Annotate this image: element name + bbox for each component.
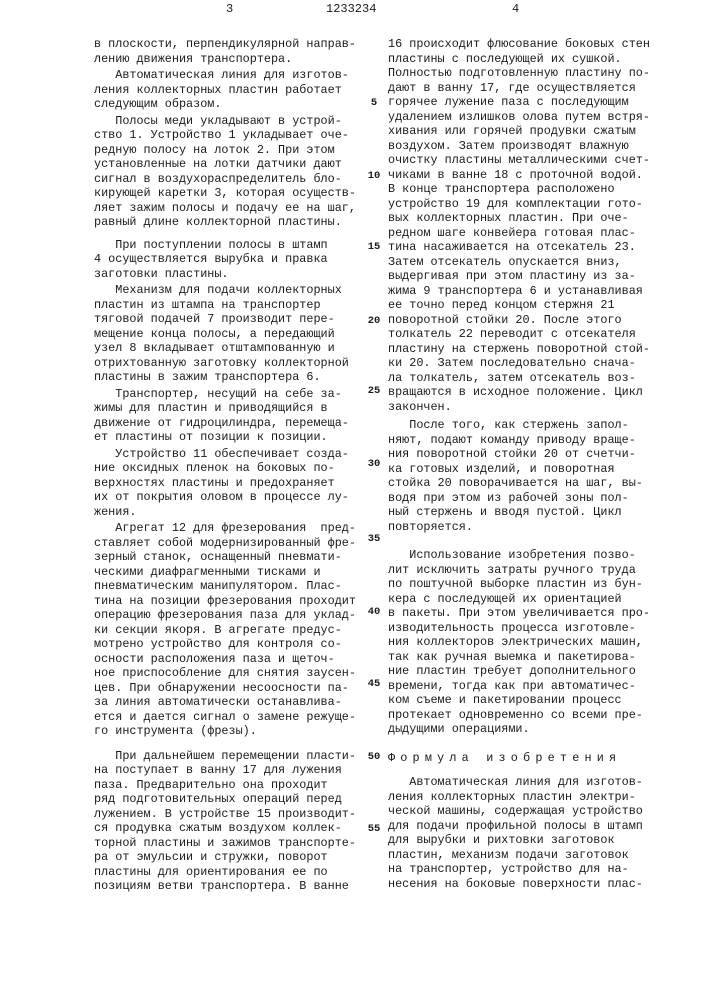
text-line: очистку пластины металлическими счет- [388, 153, 656, 168]
text-line: Формула изобретения [388, 751, 656, 766]
text-line: редном шаге конвейера готовая плас- [388, 226, 656, 241]
text-line: ки 20. Затем последовательно снача- [388, 356, 656, 371]
text-line: установленные на лотки датчики дают [94, 157, 362, 172]
line-number: 55 [365, 823, 383, 835]
text-line: ния поворотной стойки 20 от счетчи- [388, 447, 656, 462]
text-line: ет пластины от позиции к позиции. [94, 430, 362, 445]
paragraph [388, 775, 656, 891]
text-line: движение от гидроцилиндра, перемеща- [94, 416, 362, 431]
text-line: вых коллекторных пластин. При оче- [388, 211, 656, 226]
text-line: ный стержень и вводя пустой. Цикл [388, 505, 656, 520]
text-line: так как ручная выемка и пакетирова- [388, 650, 656, 665]
text-line: Полностью подготовленную пластину по- [388, 66, 656, 81]
text-line: удалением излишков олова путем встря- [388, 110, 656, 125]
text-line: тина насаживается на отсекатель 23. [388, 240, 656, 255]
text-line: узел 8 вкладывает отштампованную и [94, 341, 362, 356]
text-line: цев. При обнаружении несоосности па- [94, 681, 362, 696]
text-line: пластины с последующей их сушкой. [388, 52, 656, 67]
text-line: отрихтованную заготовку коллекторной [94, 356, 362, 371]
text-line: в плоскости, перпендикулярной направ- [94, 37, 362, 52]
line-number: 15 [365, 241, 383, 253]
text-line: на поступает в ванну 17 для лужения [94, 763, 362, 778]
text-line: устройство 19 для комплектации гото- [388, 197, 656, 212]
line-number: 10 [365, 170, 383, 182]
text-line: ния коллекторов электрических машин, [388, 635, 656, 650]
text-line: Автоматическая линия для изготов- [388, 775, 656, 790]
paragraph [94, 521, 362, 739]
page-number-left: 3 [226, 2, 233, 16]
paragraph [94, 447, 362, 520]
text-line: пластин из штампа на транспортер [94, 298, 362, 313]
text-line: В конце транспортера расположено [388, 182, 656, 197]
text-line: вращаются в исходное положение. Цикл [388, 385, 656, 400]
text-line: горячее лужение паза с последующим [388, 95, 656, 110]
text-line: ставляет собой модернизированный фре- [94, 536, 362, 551]
paragraph [388, 548, 656, 737]
text-line: операцию фрезерования паза для уклад- [94, 608, 362, 623]
text-line: толкатель 22 переводит с отсекателя [388, 327, 656, 342]
text-line: ка готовых изделий, и поворотная [388, 462, 656, 477]
line-number: 5 [365, 97, 383, 109]
paragraph [94, 283, 362, 385]
text-line: несения на боковые поверхности плас- [388, 877, 656, 892]
text-line: за линия автоматически останавлива- [94, 695, 362, 710]
text-line: ления коллекторных пластин работает [94, 83, 362, 98]
paragraph [388, 418, 656, 534]
line-number: 35 [365, 533, 383, 545]
text-line: ное приспособление для снятия заусен- [94, 666, 362, 681]
text-line: Транспортер, несущий на себе за- [94, 387, 362, 402]
text-line: воздухом. Затем производят влажную [388, 139, 656, 154]
text-line: Затем отсекатель опускается вниз, [388, 255, 656, 270]
text-line: кирующей каретки 3, которая осуществ- [94, 186, 362, 201]
text-line: для подачи профильной полосы в штамп [388, 819, 656, 834]
text-line: по поштучной выборке пластин из бун- [388, 577, 656, 592]
text-line: изводительность процесса изготовле- [388, 621, 656, 636]
text-line: времени, тогда как при автоматичес- [388, 679, 656, 694]
text-line: лит исключить затраты ручного труда [388, 563, 656, 578]
paragraph [94, 68, 362, 112]
paragraph [94, 37, 362, 66]
section-heading-formula [388, 751, 656, 766]
text-line: закончен. [388, 400, 656, 415]
text-line: кера с последующей их ориентацией [388, 592, 656, 607]
line-number: 25 [365, 385, 383, 397]
text-line: пластин, механизм подачи заготовок [388, 848, 656, 863]
text-line: тяговой подачей 7 производит пере- [94, 312, 362, 327]
line-number: 20 [365, 315, 383, 327]
text-line: ние пластин требует дополнительного [388, 664, 656, 679]
line-number: 30 [365, 458, 383, 470]
text-line: ра от эмульсии и стружки, поворот [94, 850, 362, 865]
text-line: мотрено устройство для контроля со- [94, 637, 362, 652]
text-line: повторяется. [388, 520, 656, 535]
text-line: При поступлении полосы в штамп [94, 238, 362, 253]
text-line: на транспортер, устройство для на- [388, 862, 656, 877]
text-line: чиками в ванне 18 с проточной водой. [388, 168, 656, 183]
text-line: водя при этом из рабочей зоны пол- [388, 491, 656, 506]
text-line: верхностях пластины и предохраняет [94, 476, 362, 491]
text-line: Использование изобретения позво- [388, 548, 656, 563]
text-line: ляет зажим полосы и подачу ее на шаг, [94, 201, 362, 216]
paragraph [94, 749, 362, 894]
text-line: позициям ветви транспортера. В ванне [94, 879, 362, 894]
text-line: их от покрытия оловом в процессе лу- [94, 490, 362, 505]
text-line: При дальнейшем перемещении пласти- [94, 749, 362, 764]
text-line: паза. Предварительно она проходит [94, 778, 362, 793]
text-line: выдергивая при этом пластину из за- [388, 269, 656, 284]
paragraph [388, 37, 656, 414]
text-line: ство 1. Устройство 1 укладывает оче- [94, 128, 362, 143]
text-line: протекает одновременно со всеми пре- [388, 708, 656, 723]
text-line: лужением. В устройстве 15 производит- [94, 807, 362, 822]
text-line: жима 9 транспортера 6 и устанавливая [388, 284, 656, 299]
text-line: хивания или горячей продувки сжатым [388, 124, 656, 139]
text-line: сигнал в воздухораспределитель бло- [94, 172, 362, 187]
text-line: После того, как стержень запол- [388, 418, 656, 433]
text-line: мещение конца полосы, а передающий [94, 327, 362, 342]
text-line: поворотной стойки 20. После этого [388, 313, 656, 328]
text-line: ряд подготовительных операций перед [94, 792, 362, 807]
text-line: зерный станок, оснащенный пневмати- [94, 550, 362, 565]
text-line: пластины в зажим транспортера 6. [94, 370, 362, 385]
text-line: пневматическим манипулятором. Плас- [94, 579, 362, 594]
text-line: ления коллекторных пластин электри- [388, 790, 656, 805]
text-line: ние оксидных пленок на боковых по- [94, 461, 362, 476]
text-line: равный длине коллекторной пластины. [94, 215, 362, 230]
text-line: ческими диафрагменными тисками и [94, 565, 362, 580]
text-line: редную полосу на лоток 2. При этом [94, 143, 362, 158]
paragraph [94, 114, 362, 230]
text-line: дают в ванну 17, где осуществляется [388, 81, 656, 96]
text-line: 16 происходит флюсование боковых стен [388, 37, 656, 52]
text-line: торной пластины и зажимов транспорте- [94, 836, 362, 851]
text-line: дыдущими операциями. [388, 722, 656, 737]
text-line: ки секции якоря. В агрегате предус- [94, 623, 362, 638]
text-line: пластину на стержень поворотной стой- [388, 342, 656, 357]
text-line: Агрегат 12 для фрезерования пред- [94, 521, 362, 536]
line-number: 40 [365, 606, 383, 618]
text-line: лению движения транспортера. [94, 52, 362, 67]
text-line: няют, подают команду приводу враще- [388, 433, 656, 448]
text-line: ла толкатель, затем отсекатель воз- [388, 371, 656, 386]
text-line: стойка 20 поворачивается на шаг, вы- [388, 476, 656, 491]
text-line: Автоматическая линия для изготов- [94, 68, 362, 83]
line-number: 45 [365, 678, 383, 690]
paragraph [94, 238, 362, 282]
text-line: ческой машины, содержащая устройство [388, 804, 656, 819]
text-line: для вырубки и рихтовки заготовок [388, 833, 656, 848]
text-line: ком съеме и пакетировании процесс [388, 693, 656, 708]
text-line: следующим образом. [94, 97, 362, 112]
text-line: пластины для ориентирования ее по [94, 865, 362, 880]
line-number: 50 [365, 751, 383, 763]
text-line: в пакеты. При этом увеличивается про- [388, 606, 656, 621]
text-line: ется и дается сигнал о замене режуще- [94, 710, 362, 725]
text-line: ся продувка сжатым воздухом коллек- [94, 821, 362, 836]
text-line: осности расположения паза и щеточ- [94, 652, 362, 667]
text-line: ее точно перед концом стержня 21 [388, 298, 656, 313]
text-line: тина на позиции фрезерования проходит [94, 594, 362, 609]
paragraph [94, 387, 362, 445]
text-line: Полосы меди укладывают в устрой- [94, 114, 362, 129]
text-line: Механизм для подачи коллекторных [94, 283, 362, 298]
text-line: го инструмента (фрезы). [94, 724, 362, 739]
text-line: заготовки пластины. [94, 267, 362, 282]
page-number-right: 4 [512, 2, 519, 16]
text-line: жимы для пластин и приводящийся в [94, 401, 362, 416]
text-line: 4 осуществляется вырубка и правка [94, 252, 362, 267]
patent-number: 1233234 [326, 2, 376, 16]
right-column [388, 37, 656, 891]
text-line: жения. [94, 505, 362, 520]
left-column [94, 37, 362, 894]
text-line: Устройство 11 обеспечивает созда- [94, 447, 362, 462]
